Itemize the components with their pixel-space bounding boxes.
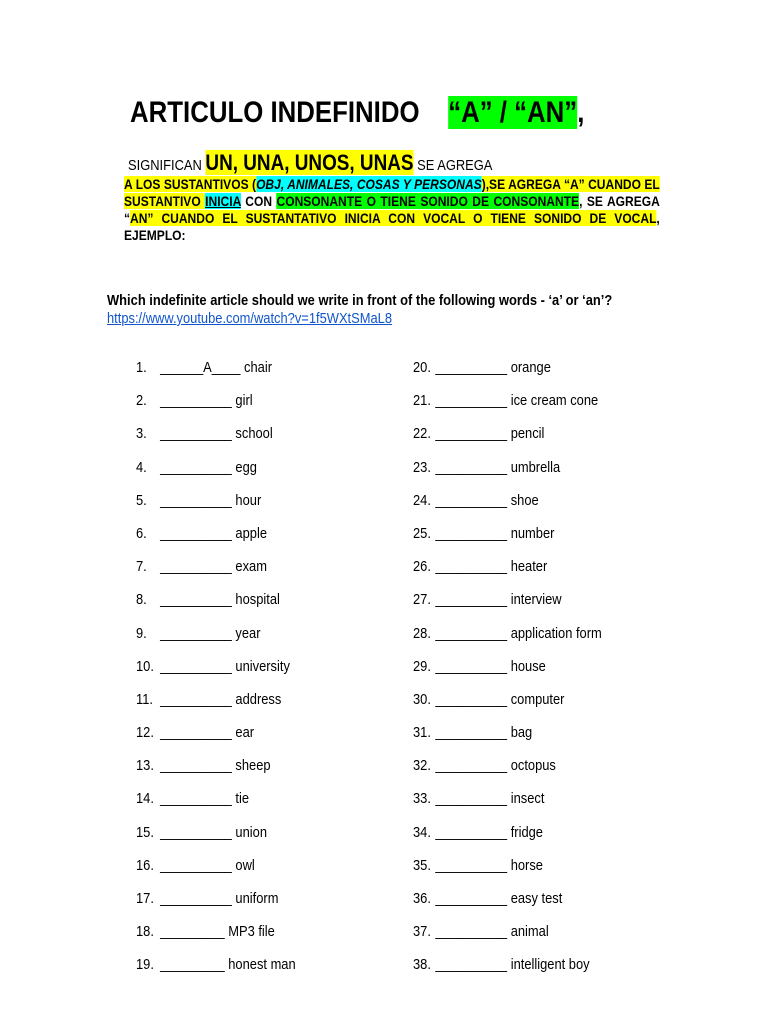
item-word: application form: [510, 624, 602, 642]
item-word: university: [235, 657, 290, 675]
item-word: hospital: [235, 591, 280, 609]
list-item: [413, 690, 602, 723]
item-number: 34.: [413, 823, 431, 841]
list-item: [136, 458, 296, 491]
answer-blank[interactable]: __________: [160, 823, 232, 841]
list-item: [413, 955, 602, 988]
list-item: [136, 922, 296, 955]
item-word: ice cream cone: [510, 392, 599, 410]
title-suffix: ,: [577, 96, 585, 129]
answer-blank[interactable]: __________: [160, 724, 232, 742]
item-word: house: [510, 657, 546, 675]
item-number: 38.: [413, 956, 431, 974]
item-word: insect: [510, 790, 545, 808]
item-number: 17.: [136, 890, 154, 907]
list-item: [136, 657, 296, 690]
item-word: apple: [235, 524, 267, 542]
item-word: ear: [235, 724, 255, 742]
item-number: 29.: [413, 657, 431, 675]
item-number: 30.: [413, 690, 431, 708]
para-part-3: ),SE AGREGA “A” CUANDO EL SUSTANTIVO: [124, 176, 660, 209]
item-word: fridge: [510, 823, 543, 841]
item-word: school: [235, 425, 273, 443]
answer-blank[interactable]: _________: [160, 923, 229, 941]
answer-blank[interactable]: __________: [435, 956, 508, 974]
list-item: [413, 889, 602, 922]
item-number: 19.: [136, 956, 154, 974]
answer-blank[interactable]: _________: [160, 956, 225, 974]
answer-blank[interactable]: __________: [435, 425, 508, 443]
title-articles: “A” / “AN”: [448, 96, 578, 129]
item-number: 33.: [413, 790, 431, 808]
list-item: [413, 856, 602, 889]
item-number: 5.: [136, 491, 147, 509]
answer-blank[interactable]: ______A____: [160, 359, 241, 376]
item-number: 3.: [136, 425, 147, 443]
item-number: 25.: [413, 524, 431, 542]
item-number: 11.: [136, 690, 153, 708]
answer-blank[interactable]: __________: [160, 458, 232, 476]
list-item: [413, 922, 602, 955]
para-part-4: INICIA: [205, 193, 241, 209]
answer-blank[interactable]: __________: [160, 790, 232, 808]
item-number: 1.: [136, 359, 147, 376]
intro-prefix: SIGNIFICAN: [128, 157, 206, 174]
list-item: [413, 756, 602, 789]
answer-blank[interactable]: __________: [160, 757, 232, 775]
item-number: 6.: [136, 524, 147, 542]
item-number: 22.: [413, 425, 431, 443]
list-item: [136, 955, 296, 988]
item-word: egg: [235, 458, 257, 476]
item-word: horse: [510, 856, 543, 874]
answer-blank[interactable]: __________: [160, 624, 232, 642]
list-item: [413, 491, 602, 524]
rule-paragraph: [124, 176, 660, 244]
para-part-9: , EJEMPLO:: [124, 210, 660, 243]
item-word: girl: [235, 392, 253, 410]
answer-blank[interactable]: __________: [160, 591, 232, 609]
intro-highlight: UN, UNA, UNOS, UNAS: [205, 150, 414, 175]
list-item: [136, 391, 296, 424]
item-number: 8.: [136, 591, 147, 609]
item-number: 27.: [413, 591, 431, 609]
item-word: year: [235, 624, 261, 642]
item-word: pencil: [510, 425, 545, 443]
item-word: exam: [235, 558, 267, 576]
list-item: [413, 424, 602, 457]
item-number: 12.: [136, 724, 154, 742]
item-word: computer: [510, 690, 565, 708]
para-part-7: , SE AGREGA “: [124, 193, 660, 226]
exercise-list-right: [413, 358, 633, 989]
list-item: [136, 690, 296, 723]
item-word: bag: [510, 724, 533, 742]
answer-blank[interactable]: __________: [435, 458, 508, 476]
list-item: [136, 590, 296, 623]
item-word: animal: [510, 923, 549, 941]
para-part-2: OBJ, ANIMALES, COSAS Y PERSONAS: [256, 176, 482, 192]
title-main: ARTICULO INDEFINIDO: [130, 96, 420, 129]
list-item: [413, 391, 602, 424]
exercise-list-left: [136, 358, 322, 989]
list-item: [413, 823, 602, 856]
answer-blank[interactable]: __________: [435, 591, 508, 609]
item-word: address: [235, 690, 282, 708]
answer-blank[interactable]: __________: [160, 856, 232, 874]
item-number: 20.: [413, 359, 431, 376]
item-word: heater: [510, 558, 548, 576]
item-number: 7.: [136, 558, 147, 576]
item-number: 15.: [136, 823, 154, 841]
answer-blank[interactable]: __________: [160, 491, 232, 509]
item-word: umbrella: [510, 458, 561, 476]
answer-blank[interactable]: __________: [435, 524, 508, 542]
answer-blank[interactable]: __________: [435, 359, 508, 376]
answer-blank[interactable]: __________: [160, 524, 232, 542]
item-number: 10.: [136, 657, 154, 675]
item-number: 37.: [413, 923, 431, 941]
intro-suffix: SE AGREGA: [413, 157, 493, 174]
list-item: [413, 524, 602, 557]
item-word: owl: [235, 856, 255, 874]
item-number: 14.: [136, 790, 154, 808]
item-number: 2.: [136, 392, 147, 410]
para-part-5: CON: [240, 193, 277, 209]
item-word: octopus: [510, 757, 556, 775]
item-number: 21.: [413, 392, 431, 410]
item-word: chair: [244, 359, 272, 376]
item-word: shoe: [510, 491, 539, 509]
item-number: 31.: [413, 724, 431, 742]
item-number: 26.: [413, 558, 431, 576]
list-item: [136, 723, 296, 756]
answer-blank[interactable]: __________: [160, 392, 232, 410]
item-number: 32.: [413, 757, 431, 775]
item-word: union: [235, 823, 267, 841]
list-item: [136, 358, 296, 391]
answer-blank[interactable]: __________: [160, 558, 232, 576]
list-item: [136, 491, 296, 524]
list-item: [136, 889, 296, 922]
list-item: [136, 557, 296, 590]
item-number: 4.: [136, 458, 147, 476]
list-item: [413, 657, 602, 690]
answer-blank[interactable]: __________: [435, 558, 508, 576]
answer-blank[interactable]: __________: [435, 392, 508, 410]
list-item: [413, 789, 602, 822]
item-word: honest man: [228, 956, 296, 974]
para-part-8: AN” CUANDO EL SUSTANTATIVO INICIA CON VOCAL O TIENE SONIDO DE VOCAL: [130, 210, 657, 226]
list-item: [413, 458, 602, 491]
answer-blank[interactable]: __________: [435, 491, 508, 509]
answer-blank[interactable]: __________: [435, 923, 508, 941]
list-item: [136, 823, 296, 856]
item-number: 18.: [136, 923, 154, 941]
item-word: hour: [235, 491, 262, 509]
list-item: [413, 723, 602, 756]
item-number: 16.: [136, 856, 154, 874]
answer-blank[interactable]: __________: [160, 890, 232, 907]
item-number: 13.: [136, 757, 154, 775]
item-word: intelligent boy: [510, 956, 590, 974]
para-part-1: A LOS SUSTANTIVOS (: [124, 176, 257, 192]
list-item: [413, 590, 602, 623]
answer-blank[interactable]: __________: [435, 657, 508, 675]
item-word: sheep: [235, 757, 271, 775]
item-number: 36.: [413, 890, 431, 907]
answer-blank[interactable]: __________: [435, 690, 508, 708]
list-item: [136, 424, 296, 457]
item-number: 24.: [413, 491, 431, 509]
item-number: 9.: [136, 624, 147, 642]
list-item: [136, 756, 296, 789]
para-part-6: CONSONANTE O TIENE SONIDO DE CONSONANTE: [276, 193, 580, 209]
item-word: uniform: [235, 890, 279, 907]
answer-blank[interactable]: __________: [435, 890, 508, 907]
item-word: easy test: [510, 890, 563, 907]
item-word: interview: [510, 591, 562, 609]
item-word: number: [510, 524, 555, 542]
item-word: tie: [235, 790, 250, 808]
answer-blank[interactable]: __________: [435, 856, 508, 874]
answer-blank[interactable]: __________: [435, 757, 508, 775]
list-item: [136, 856, 296, 889]
item-word: orange: [510, 359, 551, 376]
intro-line: [128, 150, 492, 176]
item-number: 23.: [413, 458, 431, 476]
list-item: [136, 624, 296, 657]
answer-blank[interactable]: __________: [435, 823, 508, 841]
youtube-link[interactable]: https://www.youtube.com/watch?v=1f5WXtSMaL8: [107, 310, 393, 327]
answer-blank[interactable]: __________: [435, 790, 508, 808]
list-item: [136, 789, 296, 822]
list-item: [413, 358, 602, 391]
answer-blank[interactable]: __________: [160, 690, 232, 708]
answer-blank[interactable]: __________: [435, 724, 508, 742]
list-item: [136, 524, 296, 557]
answer-blank[interactable]: __________: [160, 425, 232, 443]
item-word: MP3 file: [228, 923, 275, 941]
question-text: Which indefinite article should we write in front of the following words - ‘a’ or ‘an’?: [107, 292, 613, 309]
answer-blank[interactable]: __________: [435, 624, 508, 642]
page-title: [130, 96, 584, 130]
item-number: 35.: [413, 856, 431, 874]
answer-blank[interactable]: __________: [160, 657, 232, 675]
list-item: [413, 624, 602, 657]
item-number: 28.: [413, 624, 431, 642]
list-item: [413, 557, 602, 590]
